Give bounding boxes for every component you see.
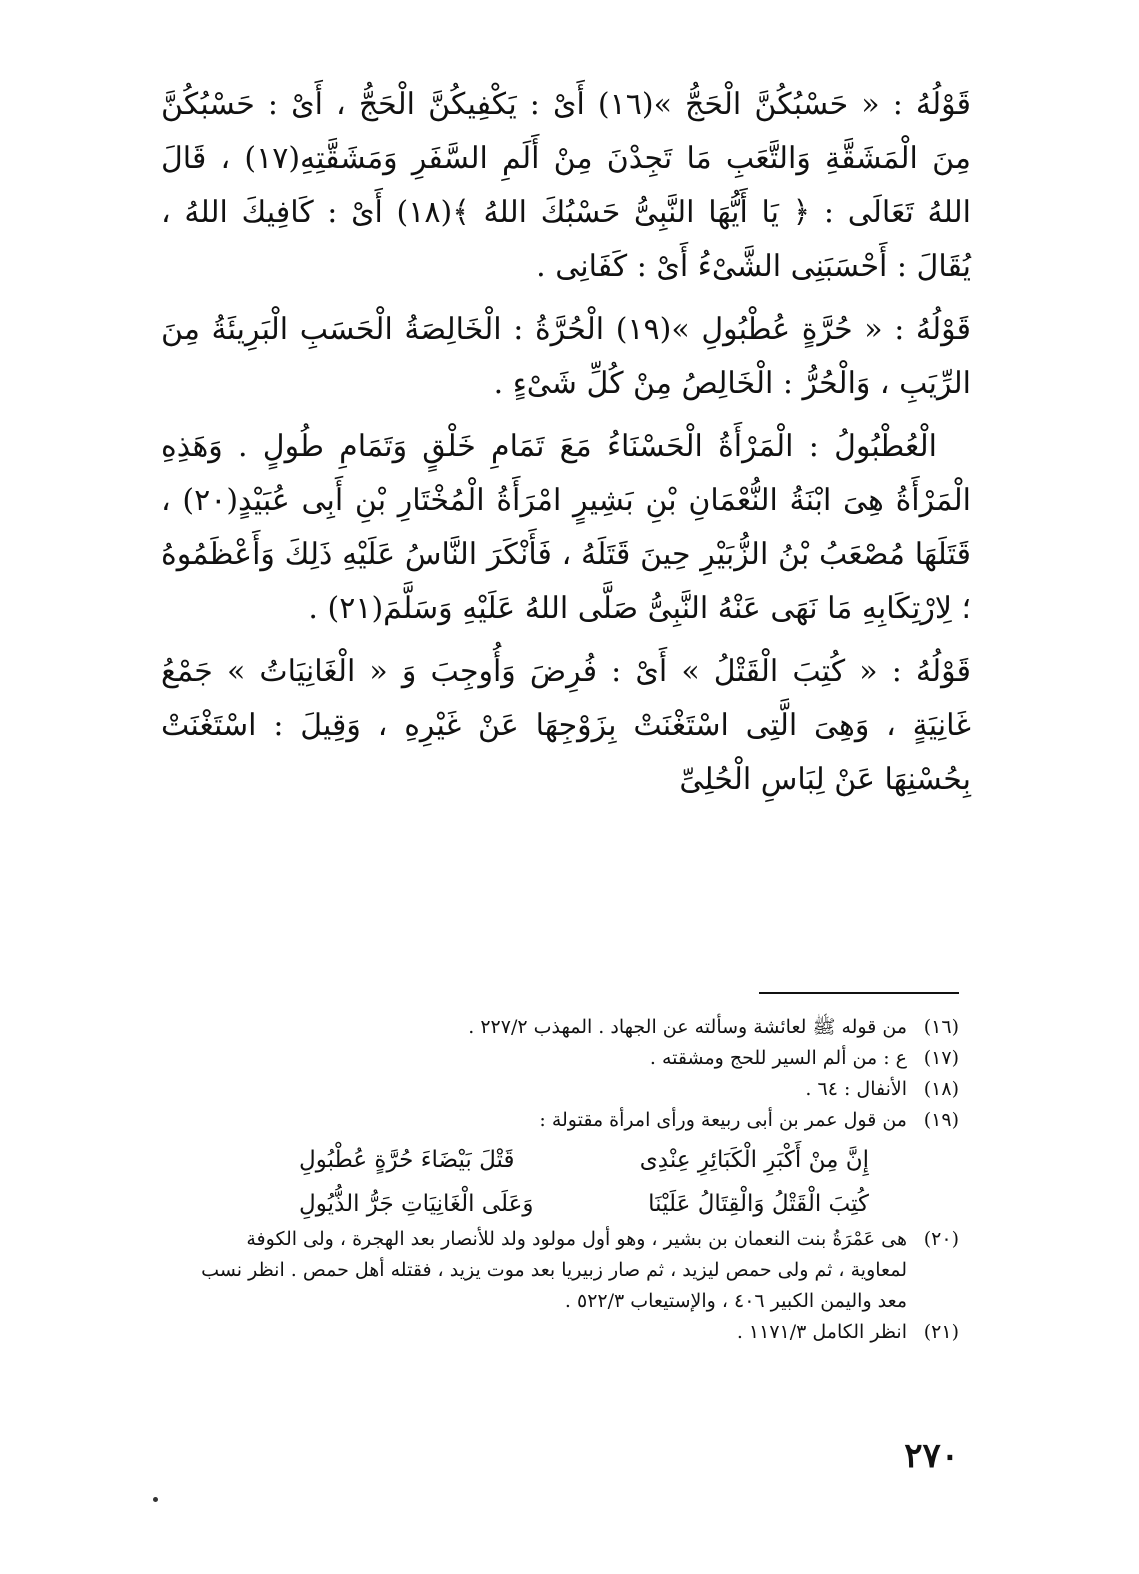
footnote-18 <box>189 1074 959 1105</box>
verse-second-hemistich: قَتْلَ بَيْضَاءَ حُرَّةٍ عُطْبُولِ <box>299 1147 515 1173</box>
footnote-number: (١٦) <box>923 1016 959 1038</box>
main-text <box>161 78 971 816</box>
verse-first-hemistich: إِنَّ مِنْ أَكْبَرِ الْكَبَائِرِ عِنْدِى <box>639 1147 869 1173</box>
footnote-21 <box>189 1317 959 1348</box>
footnote-20 <box>189 1224 959 1317</box>
footnote-number: (٢٠) <box>923 1228 959 1250</box>
footnote-17 <box>189 1043 959 1074</box>
footnote-19 <box>189 1105 959 1136</box>
paragraph-hurra: قَوْلُهُ : « حُرَّةٍ عُطْبُولِ »(١٩) الْحُرَّةُ : الْخَالِصَةُ الْحَسَبِ الْبَرِيئَةُ مِنَ الرِّيَبِ ، وَالْحُرُّ : الْخَالِصُ مِنْ كُلِّ شَىْءٍ . <box>161 312 971 401</box>
footnote-number: (١٩) <box>923 1109 959 1131</box>
paragraph-utbul: الْعُطْبُولُ : الْمَرْأَةُ الْحَسْنَاءُ مَعَ تَمَامِ خَلْقٍ وَتَمَامِ طُولٍ . وَهَذِهِ الْمَرْأَةُ هِىَ ابْنَةُ النُّعْمَانِ بْنِ بَشِيرٍ امْرَأَةُ الْمُخْتَارِ بْنِ أَبِى عُبَيْدٍ(٢٠) ، قَتَلَهَا مُصْعَبُ بْنُ الزُّبَيْرِ حِينَ قَتَلَهُ ، فَأَنْكَرَ النَّاسُ عَلَيْهِ ذَلِكَ وَأَعْظَمُوهُ ؛ لِارْتِكَابِهِ مَا نَهَى عَنْهُ النَّبِىُّ صَلَّى اللهُ عَلَيْهِ وَسَلَّمَ(٢١) . <box>161 429 971 626</box>
footnote-16 <box>189 1012 959 1043</box>
footnote-text: انظر الكامل ١١٧١/٣ . <box>736 1321 907 1343</box>
footnote-text: من قوله ﷺ لعائشة وسألته عن الجهاد . المهذب ٢٢٧/٢ . <box>468 1016 907 1038</box>
footnote-text: هى عَمْرَةُ بنت النعمان بن بشير ، وهو أول مولود ولد للأنصار بعد الهجرة ، ولى الكوفة لمعاوية ، ثم ولى حمص ليزيد ، ثم صار زبيريا بعد موت يزيد ، فقتله أهل حمص . انظر نسب معد واليمن الكبير ٤٠٦ ، والإستيعاب ٥٢٢/٣ . <box>201 1228 907 1312</box>
footnote-separator <box>759 992 959 994</box>
paragraph-hasbukunna: قَوْلُهُ : « حَسْبُكُنَّ الْحَجُّ »(١٦) أَىْ : يَكْفِيكُنَّ الْحَجُّ ، أَىْ : حَسْبُكُنَّ مِنَ الْمَشَقَّةِ وَالتَّعَبِ مَا تَجِدْنَ مِنْ أَلَمِ السَّفَرِ وَمَشَقَّتِهِ(١٧) ، قَالَ اللهُ تَعَالَى : ﴿ يَا أَيُّهَا النَّبِىُّ حَسْبُكَ اللهُ ﴾(١٨) أَىْ : كَافِيكَ اللهُ ، يُقَالَ : أَحْسَبَنِى الشَّىْءُ أَىْ : كَفَانِى . <box>161 87 971 284</box>
footnote-text: ع : من ألم السير للحج ومشقته . <box>649 1047 907 1069</box>
footnotes <box>189 1012 959 1348</box>
verse-first-hemistich: كُتِبَ الْقَتْلُ وَالْقِتَالُ عَلَيْنَا <box>648 1191 869 1217</box>
verse-second-hemistich: وَعَلَى الْغَانِيَاتِ جَرُّ الذُّيُولِ <box>299 1191 534 1217</box>
poem-verse <box>299 1140 869 1180</box>
footnote-number: (٢١) <box>923 1321 959 1343</box>
paragraph-kutiba: قَوْلُهُ : « كُتِبَ الْقَتْلُ » أَىْ : فُرِضَ وَأُوجِبَ وَ « الْغَانِيَاتُ » جَمْعُ غَانِيَةٍ ، وَهِىَ الَّتِى اسْتَغْنَتْ بِزَوْجِهَا عَنْ غَيْرِهِ ، وَقِيلَ : اسْتَغْنَتْ بِحُسْنِهَا عَنْ لِبَاسِ الْحُلِىِّ <box>161 654 971 797</box>
footnote-text: من قول عمر بن أبى ربيعة ورأى امرأة مقتولة : <box>539 1109 907 1131</box>
footnote-number: (١٧) <box>923 1047 959 1069</box>
scan-speck <box>153 1497 158 1502</box>
footnote-text: الأنفال : ٦٤ . <box>805 1078 907 1100</box>
footnote-number: (١٨) <box>923 1078 959 1100</box>
poem-verse <box>299 1184 869 1224</box>
page-number: ٢٧٠ <box>904 1436 959 1476</box>
